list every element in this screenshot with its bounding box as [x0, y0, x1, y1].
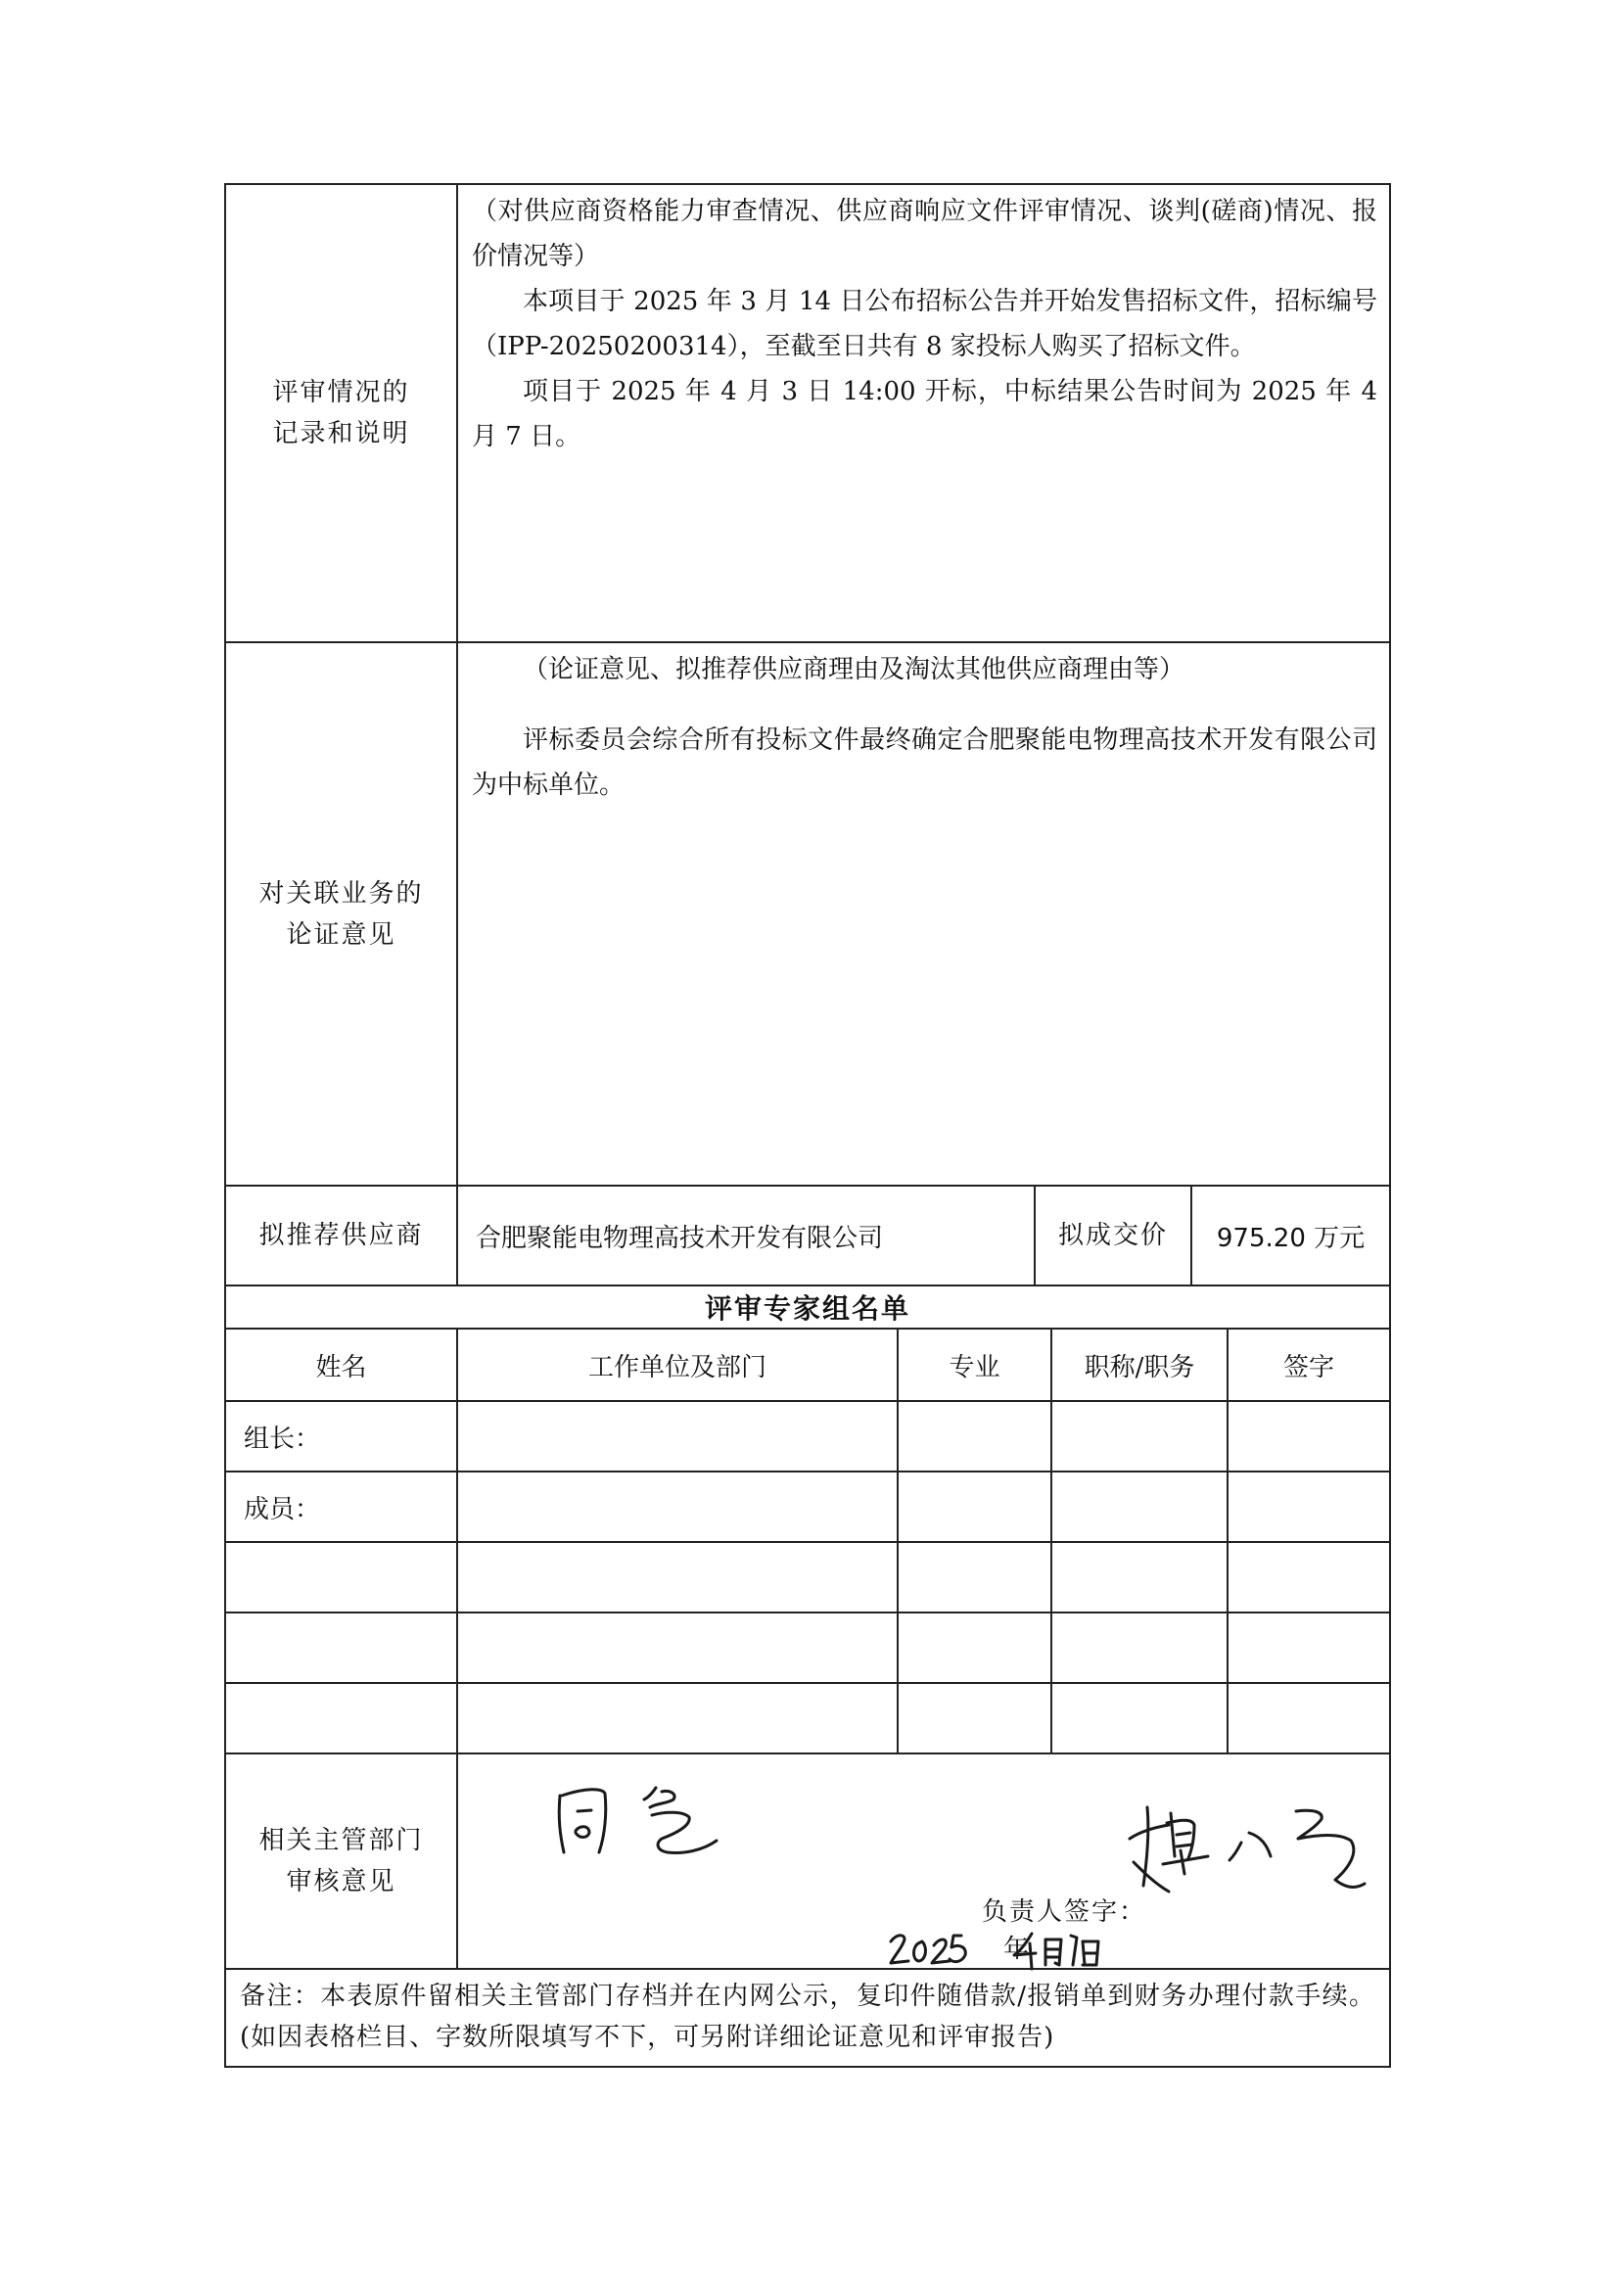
expert-cell	[457, 1472, 898, 1542]
expert-cell	[225, 1683, 457, 1753]
date-year-label: 年	[1003, 1935, 1030, 1964]
expert-cell	[457, 1401, 898, 1472]
header-work-unit: 工作单位及部门	[457, 1329, 898, 1401]
argument-opinion-label	[225, 642, 457, 1186]
department-review-content	[457, 1753, 1390, 1969]
review-table-top	[224, 183, 1391, 1286]
department-table	[224, 1753, 1391, 2068]
header-signature: 签字	[1228, 1329, 1390, 1401]
expert-cell	[1228, 1683, 1390, 1753]
handwritten-signature	[1124, 1794, 1378, 1901]
label-line: 记录和说明	[272, 419, 410, 448]
header-specialty: 专业	[898, 1329, 1051, 1401]
argument-opinion-row	[225, 642, 1390, 1186]
price-label: 拟成交价	[1035, 1186, 1191, 1285]
expert-row	[225, 1401, 1390, 1472]
expert-header-row	[225, 1329, 1390, 1401]
review-record-row	[225, 184, 1390, 642]
expert-cell	[457, 1683, 898, 1753]
supplier-label: 拟推荐供应商	[225, 1186, 457, 1285]
guide-text: （论证意见、拟推荐供应商理由及淘汰其他供应商理由等）	[523, 655, 1185, 684]
label-line: 对关联业务的	[258, 878, 424, 909]
expert-list-title: 评审专家组名单	[225, 1285, 1390, 1329]
expert-cell	[1228, 1401, 1390, 1472]
expert-cell	[225, 1612, 457, 1683]
expert-role: 成员：	[225, 1472, 457, 1542]
signer-label: 负责人签字：	[982, 1897, 1147, 1927]
expert-cell	[898, 1472, 1051, 1542]
expert-cell	[898, 1683, 1051, 1753]
header-name: 姓名	[225, 1329, 457, 1401]
department-review-label	[225, 1753, 457, 1969]
expert-row	[225, 1542, 1390, 1612]
label-line: 相关主管部门	[258, 1826, 424, 1855]
expert-cell	[898, 1542, 1051, 1612]
expert-row	[225, 1612, 1390, 1683]
expert-cell	[457, 1612, 898, 1683]
paragraph: 评标委员会综合所有投标文件最终确定合肥聚能电物理高技术开发有限公司为中标单位。	[472, 725, 1378, 800]
expert-cell	[1228, 1472, 1390, 1542]
expert-cell	[457, 1542, 898, 1612]
expert-cell	[1228, 1612, 1390, 1683]
paragraph: 本项目于 2025 年 3 月 14 日公布招标公告并开始发售招标文件，招标编号（IPP-20250200314），至截至日共有 8 家投标人购买了招标文件。	[472, 287, 1378, 361]
expert-cell	[898, 1401, 1051, 1472]
department-review-row	[225, 1753, 1390, 1969]
header-title: 职称/职务	[1051, 1329, 1228, 1401]
expert-role: 组长：	[225, 1401, 457, 1472]
expert-cell	[1051, 1612, 1228, 1683]
expert-cell	[1228, 1542, 1390, 1612]
label-line: 论证意见	[286, 919, 396, 950]
label-line: 评审情况的	[272, 378, 410, 407]
expert-cell	[1051, 1542, 1228, 1612]
expert-cell	[898, 1612, 1051, 1683]
expert-cell	[1051, 1683, 1228, 1753]
remark-row	[225, 1969, 1390, 2067]
review-record-content	[457, 184, 1390, 642]
paragraph: 项目于 2025 年 4 月 3 日 14:00 开标，中标结果公告时间为 2025 年 4 月 7 日。	[472, 377, 1378, 451]
recommendation-row	[225, 1186, 1390, 1285]
label-line: 审核意见	[286, 1867, 396, 1896]
price-value: 975.20 万元	[1191, 1186, 1390, 1285]
review-record-label	[225, 184, 457, 642]
argument-opinion-content	[457, 642, 1390, 1186]
remark-text: 备注：本表原件留相关主管部门存档并在内网公示，复印件随借款/报销单到财务办理付款手续。(如因表格栏目、字数所限填写不下，可另附详细论证意见和评审报告)	[225, 1969, 1390, 2067]
expert-table	[224, 1285, 1391, 1754]
handwritten-approval-signature	[546, 1774, 742, 1862]
expert-cell	[225, 1542, 457, 1612]
supplier-name: 合肥聚能电物理高技术开发有限公司	[457, 1186, 1035, 1285]
handwritten-date	[889, 1926, 1124, 1975]
expert-title-row	[225, 1285, 1390, 1329]
expert-cell	[1051, 1472, 1228, 1542]
review-form	[224, 183, 1389, 2068]
expert-cell	[1051, 1401, 1228, 1472]
expert-row	[225, 1683, 1390, 1753]
guide-text: （对供应商资格能力审查情况、供应商响应文件评审情况、谈判(磋商)情况、报价情况等）	[472, 197, 1378, 271]
expert-row	[225, 1472, 1390, 1542]
